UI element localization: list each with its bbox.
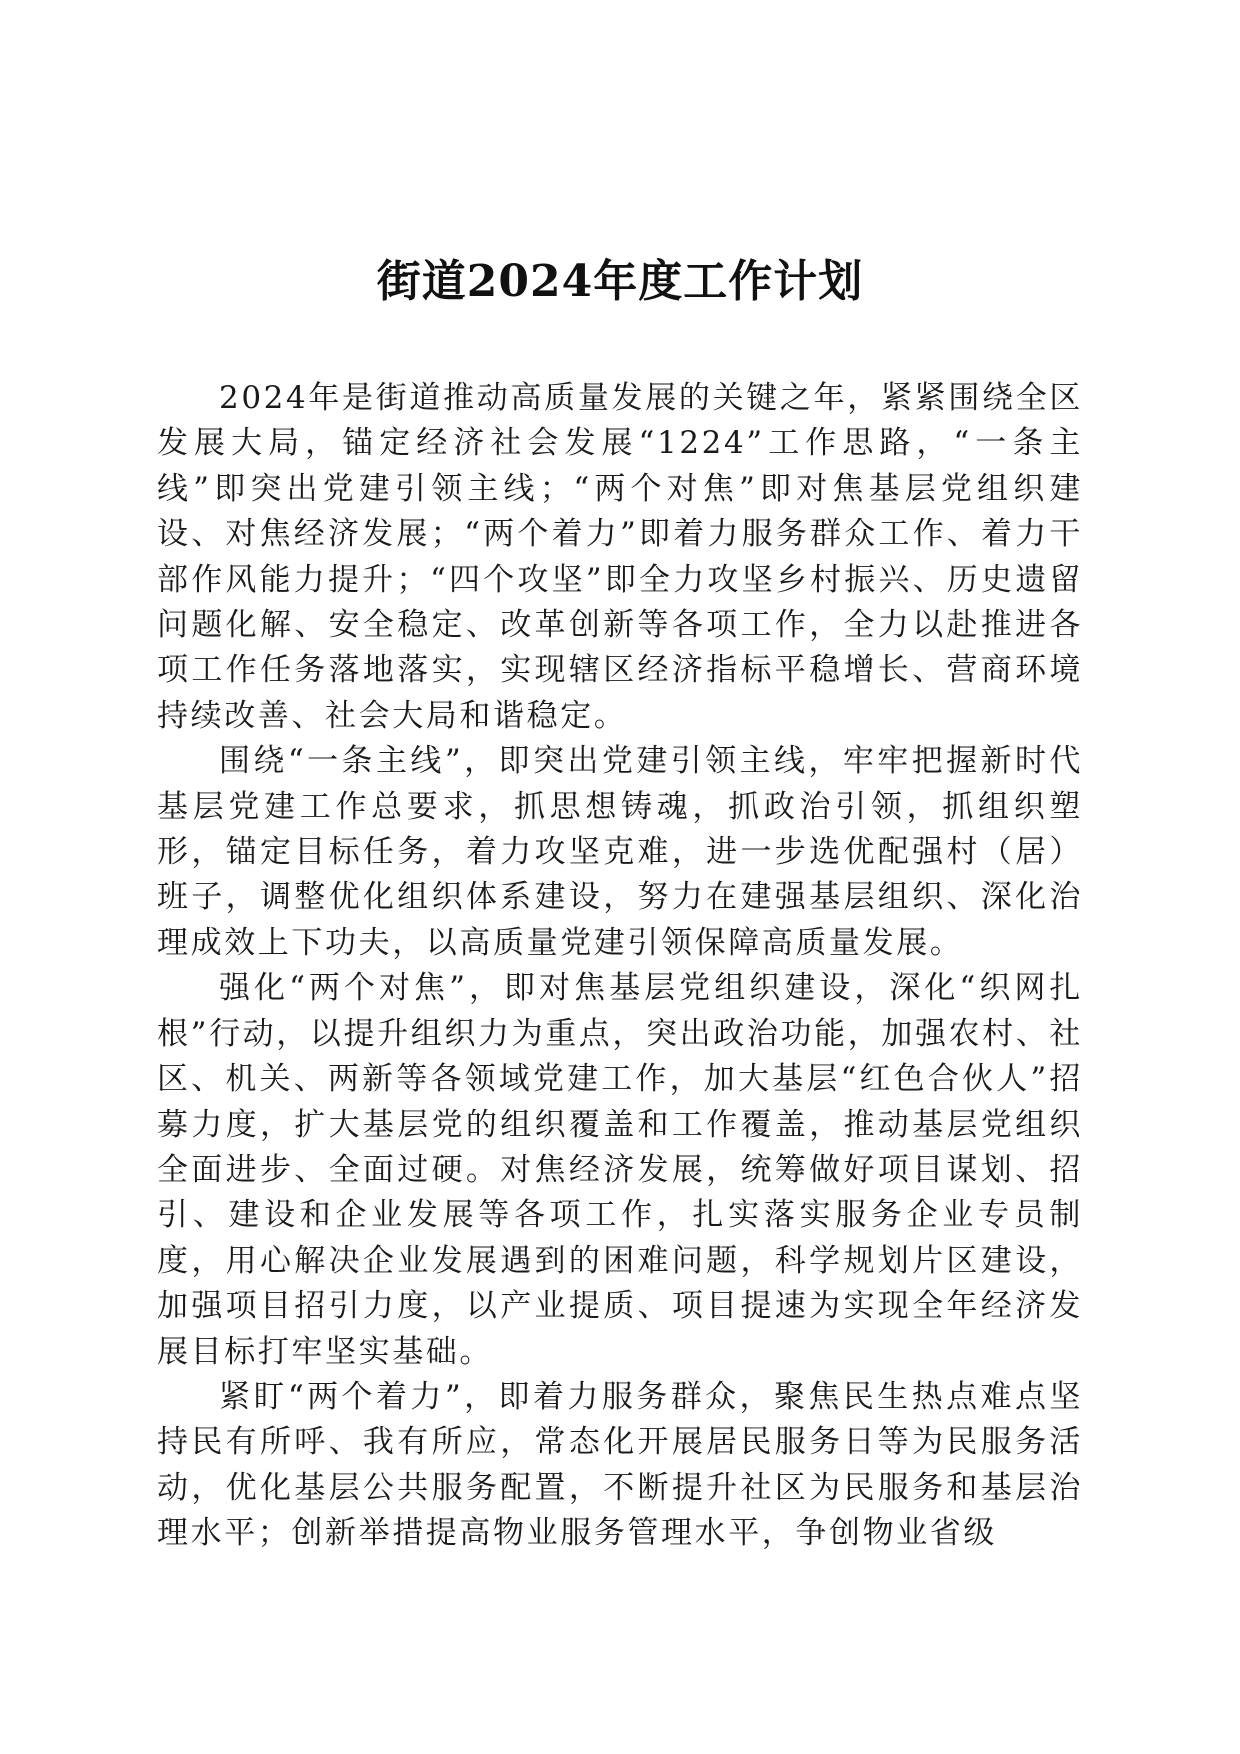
paragraph-two-efforts: 紧盯“两个着力”，即着力服务群众，聚焦民生热点难点坚持民有所呼、我有所应，常态化开展居民服务日等为民服务活动，优化基层公共服务配置，不断提升社区为民服务和基层治理水平；创新举措提高物业服务管理水平，争创物业省级 — [157, 1378, 1083, 1552]
paragraph-intro: 2024年是街道推动高质量发展的关键之年，紧紧围绕全区发展大局，锚定经济社会发展“1224”工作思路，“一条主线”即突出党建引领主线；“两个对焦”即对焦基层党组织建设、对焦经济发展；“两个着力”即着力服务群众工作、着力干部作风能力提升；“四个攻坚”即全力攻坚乡村振兴、历史遗留问题化解、安全稳定、改革创新等各项工作，全力以赴推进各项工作任务落地落实，实现辖区经济指标平稳增长、营商环境持续改善、社会大局和谐稳定。 — [157, 380, 1083, 734]
document-body — [157, 376, 1083, 1557]
document-title: 街道2024年度工作计划 — [376, 256, 864, 307]
paragraph-two-focus: 强化“两个对焦”，即对焦基层党组织建设，深化“织网扎根”行动，以提升组织力为重点，突出政治功能，加强农村、社区、机关、两新等各领域党建工作，加大基层“红色合伙人”招募力度，扩大基层党的组织覆盖和工作覆盖，推动基层党组织全面进步、全面过硬。对焦经济发展，统筹做好项目谋划、招引、建设和企业发展等各项工作，扎实落实服务企业专员制度，用心解决企业发展遇到的困难问题，科学规划片区建设，加强项目招引力度，以产业提质、项目提速为实现全年经济发展目标打牢坚实基础。 — [157, 970, 1083, 1370]
paragraph-main-line: 围绕“一条主线”，即突出党建引领主线，牢牢把握新时代基层党建工作总要求，抓思想铸魂，抓政治引领，抓组织塑形，锚定目标任务，着力攻坚克难，进一步选优配强村（居）班子，调整优化组织体系建设，努力在建强基层组织、深化治理成效上下功夫，以高质量党建引领保障高质量发展。 — [157, 743, 1083, 961]
